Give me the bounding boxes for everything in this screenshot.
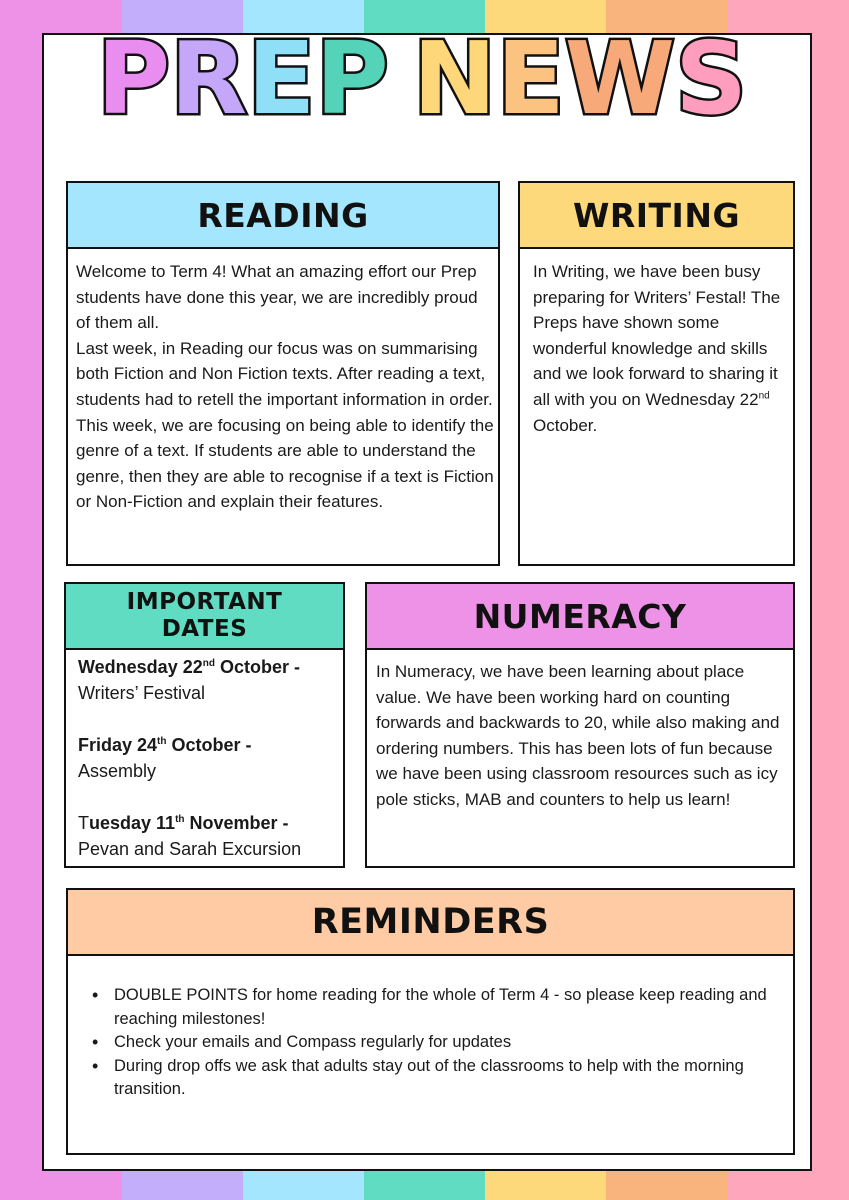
reading-section [66,181,500,566]
date-event: Writers’ Festival [78,683,206,703]
numeracy-paragraph: In Numeracy, we have been learning about place value. We have been working hard on counting forwards and backwards to 20, while also making and ordering numbers. This has been lots of fun because we have been using classroom resources such as icy pole sticks, MAB and counters to help us learn! [376,662,780,809]
important-dates-list [78,654,343,862]
writing-text: In Writing, we have been busy preparing for Writers’ Festal! The Preps have shown some wonderful knowledge and skills and we look forward to sharing it all with you on Wednesday 22 [533,262,781,409]
title-letter: W [564,20,676,137]
title-letter: E [496,20,565,137]
writing-section [518,181,795,566]
title-letter: E [247,20,316,137]
reminders-body [76,984,776,1102]
date-event: Assembly [78,761,157,781]
reading-paragraph: Last week, in Reading our focus was on summarising both Fiction and Non Fiction texts. After reading a text, students had to retell the important information in order. [76,338,493,409]
writing-paragraph [533,259,789,438]
date-heading: Friday 24th October - [78,735,252,755]
writing-body [533,259,789,438]
writing-text-end: October. [533,415,598,435]
title-letter: N [412,20,497,137]
reminders-section [66,888,795,1155]
date-event: Pevan and Sarah Excursion [78,839,302,859]
numeracy-heading: NUMERACY [365,582,795,650]
title-letter: P [315,20,389,137]
newsletter-title [40,20,804,137]
reading-body [76,259,496,515]
writing-heading: WRITING [518,181,795,249]
title-letter: R [170,20,248,137]
reminders-heading: REMINDERS [66,888,795,956]
writing-superscript: nd [758,390,770,402]
date-heading: Tuesday 11th November - [78,813,289,833]
list-item: • DOUBLE POINTS for home reading for the whole of Term 4 - so please keep reading and reaching milestones! [76,984,776,1031]
title-letter: S [675,20,748,137]
numeracy-body [376,659,791,813]
list-item: • During drop offs we ask that adults stay out of the classrooms to help with the morning transition. [76,1055,776,1102]
title-letter: P [96,20,171,137]
list-item: • Check your emails and Compass regularly for updates [76,1031,776,1055]
reading-heading: READING [66,181,500,249]
reminders-list [76,984,776,1102]
reading-paragraph: This week, we are focusing on being able to identify the genre of a text. If students are able to understand the genre, then they are able to recognise if a text is Fiction or Non-Fiction and explain their features. [76,415,494,512]
important-dates-section [64,582,345,868]
numeracy-section [365,582,795,868]
reading-paragraph: Welcome to Term 4! What an amazing effort our Prep students have done this year, we are incredibly proud of them all. [76,262,478,333]
date-heading: Wednesday 22nd October - [78,657,300,677]
important-dates-heading: IMPORTANT DATES [64,582,345,650]
